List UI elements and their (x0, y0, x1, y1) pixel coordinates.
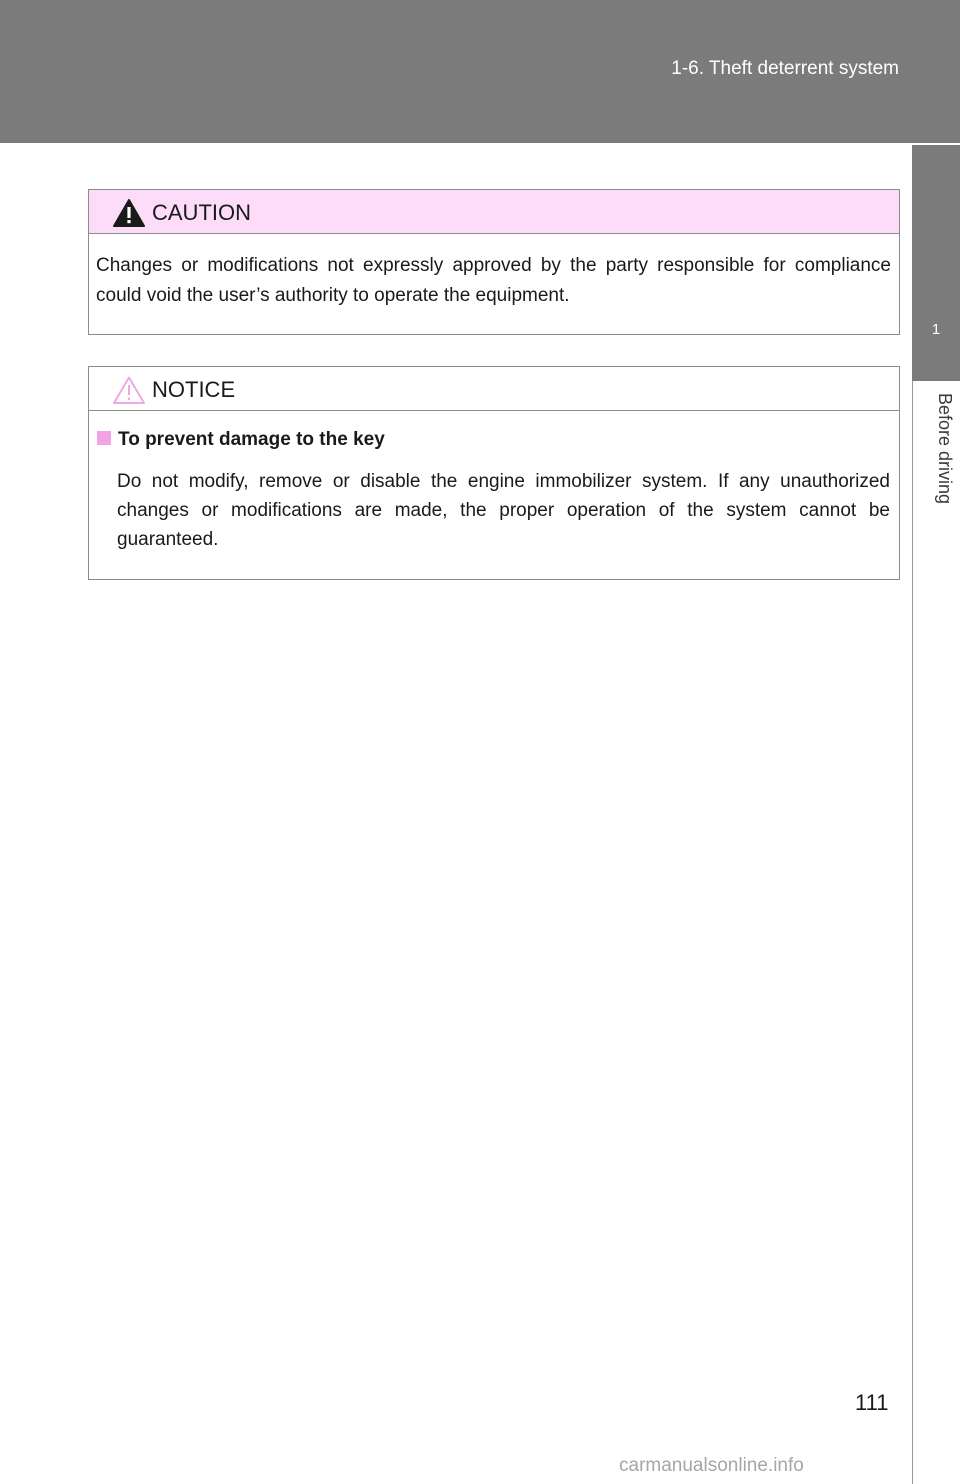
page-number: 111 (855, 1390, 889, 1415)
chapter-number: 1 (931, 321, 941, 338)
notice-heading-text: To prevent damage to the key (118, 429, 385, 450)
notice-heading (97, 429, 385, 451)
notice-title: NOTICE (152, 377, 236, 402)
caution-box (88, 189, 900, 335)
square-bullet-icon (97, 431, 111, 445)
caution-title: CAUTION (152, 200, 251, 225)
caution-text: Changes or modifications not expressly approved by the party responsible for compliance could void the user’s authority to operate the equipment. (96, 255, 891, 306)
warning-triangle-outline-icon (112, 375, 146, 405)
chapter-tab (912, 143, 960, 381)
section-title: 1-6. Theft deterrent system (671, 58, 899, 79)
notice-text: Do not modify, remove or disable the engine immobilizer system. If any unauthorized changes or modifications are made, the proper operation of the system cannot be guaranteed. (117, 471, 890, 550)
page-header-bar (0, 0, 960, 143)
caution-header (89, 190, 899, 234)
warning-triangle-filled-icon (112, 198, 146, 228)
chapter-label: Before driving (935, 393, 955, 505)
chapter-tab-divider (912, 381, 960, 1484)
notice-box (88, 366, 900, 580)
watermark: carmanualsonline.info (619, 1455, 804, 1476)
notice-header (89, 367, 899, 411)
